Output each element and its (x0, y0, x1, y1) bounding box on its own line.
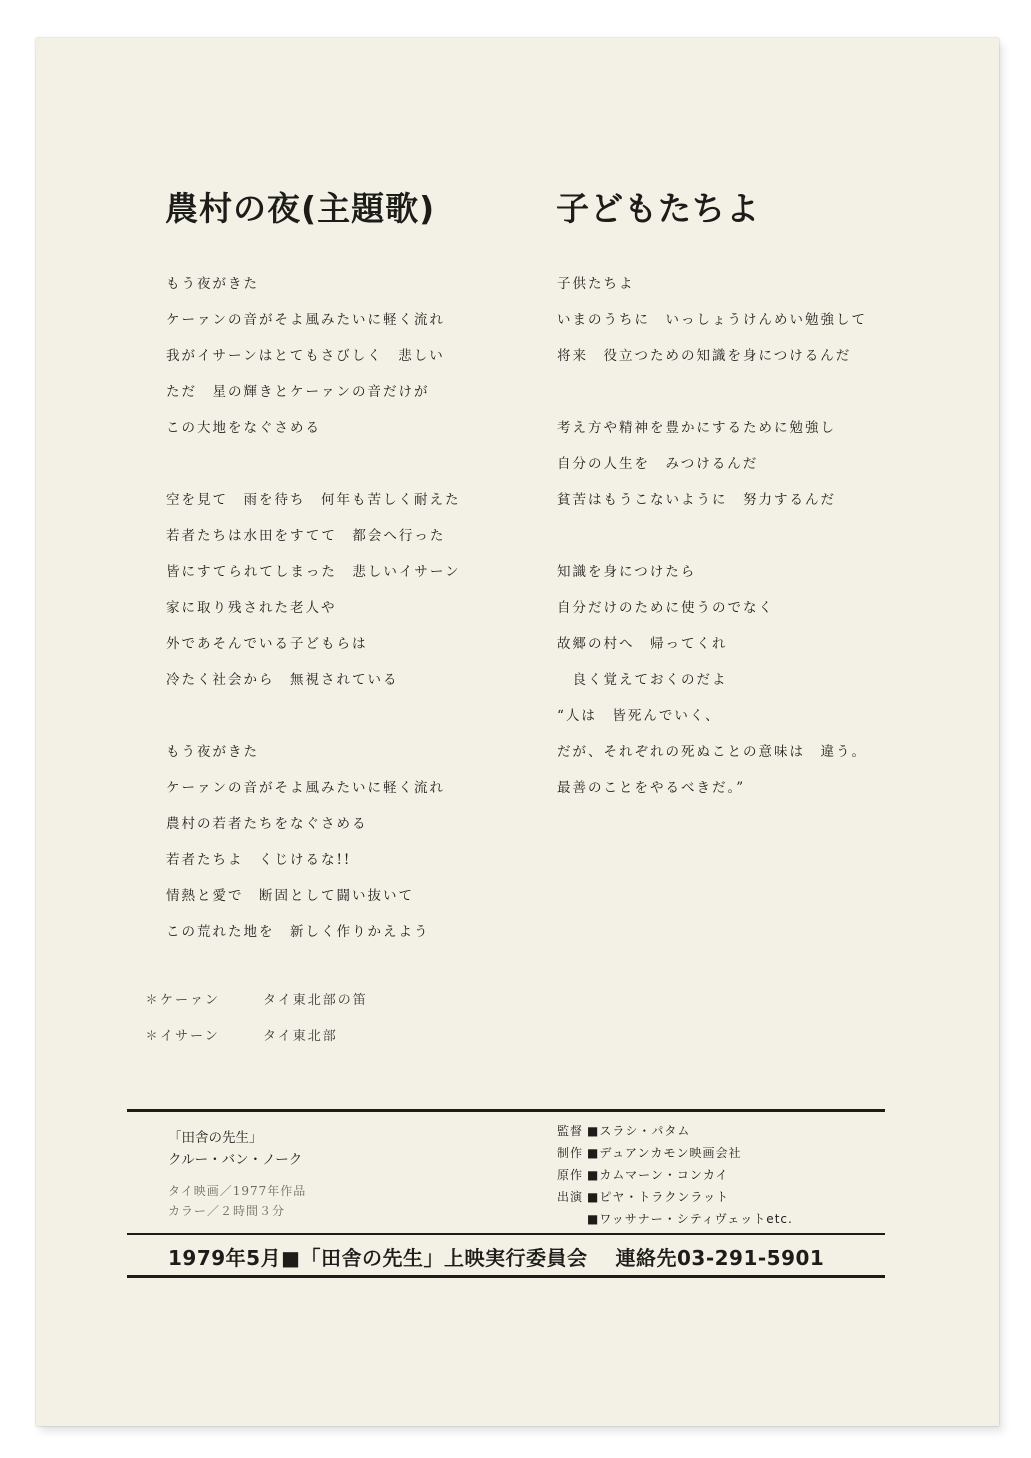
lyric-line: 貧苦はもうこないように 努力するんだ (557, 492, 836, 508)
film-title-thai: クルー・バン・ノーク (168, 1152, 303, 1168)
lyric-line: 外であそんでいる子どもらは (166, 636, 368, 652)
credit-name: デュアンカモン映画会社 (599, 1146, 742, 1160)
lyric-line: 若者たちは水田をすてて 都会へ行った (166, 528, 446, 544)
stanza-gap (166, 446, 461, 482)
lyric-line: 空を見て 雨を待ち 何年も苦しく耐えた (166, 492, 461, 508)
lyric-line: “人は 皆死んでいく、 (557, 708, 721, 724)
lyric-line: 家に取り残された老人や (166, 600, 337, 616)
lyric-line: もう夜がきた (166, 744, 259, 760)
lyric-line: 自分の人生を みつけるんだ (557, 456, 759, 472)
screening-committee: 1979年5月■「田舎の先生」上映実行委員会 (168, 1246, 588, 1270)
lyric-line: 知識を身につけたら (557, 564, 697, 580)
footer-bottom-rule (127, 1275, 885, 1278)
credit-role: 監督 (557, 1124, 584, 1138)
lyric-line: 故郷の村へ 帰ってくれ (557, 636, 728, 652)
credit-name: カムマーン・コンカイ (599, 1168, 729, 1182)
square-bullet-icon: ■ (587, 1124, 600, 1138)
contact-phone: 連絡先03-291-5901 (615, 1246, 825, 1270)
film-format: カラー／２時間３分 (168, 1204, 286, 1218)
screening-footer (168, 1242, 824, 1271)
lyric-line: 最善のことをやるべきだ。” (557, 780, 746, 796)
lyric-line: 子供たちよ (557, 276, 635, 292)
note-item (145, 990, 368, 1026)
song-title-children: 子どもたちよ (556, 189, 760, 228)
note-term: ✽ケーァン (145, 993, 221, 1008)
credit-row (557, 1120, 793, 1142)
lyric-line: ケーァンの音がそよ風みたいに軽く流れ (166, 780, 445, 796)
film-credits (557, 1120, 793, 1230)
square-bullet-icon: ■ (587, 1212, 600, 1226)
footer-top-rule (127, 1233, 885, 1235)
credit-row (557, 1208, 793, 1230)
film-info (168, 1126, 306, 1219)
song-title-rural-night: 農村の夜(主題歌) (165, 189, 436, 228)
lyric-line: 冷たく社会から 無視されている (166, 672, 399, 688)
credit-name: ワッサナー・シティヴェットetc. (599, 1212, 793, 1226)
note-desc: タイ東北部の笛 (263, 993, 368, 1008)
glossary-notes (145, 990, 368, 1062)
lyric-line: 自分だけのために使うのでなく (557, 600, 774, 616)
square-bullet-icon: ■ (587, 1146, 600, 1160)
lyrics-rural-night (166, 266, 461, 950)
lyric-line: 考え方や精神を豊かにするために勉強し (557, 420, 836, 436)
lyric-line: この大地をなぐさめる (166, 420, 321, 436)
credit-role: 制作 (557, 1146, 584, 1160)
top-rule (127, 1109, 885, 1112)
credit-row (557, 1142, 793, 1164)
note-desc: タイ東北部 (263, 1029, 338, 1044)
lyric-line: 皆にすてられてしまった 悲しいイサーン (166, 564, 461, 580)
lyric-line: もう夜がきた (166, 276, 259, 292)
credit-role: 出演 (557, 1190, 584, 1204)
film-title: 「田舎の先生」 (168, 1130, 263, 1146)
lyric-line: ケーァンの音がそよ風みたいに軽く流れ (166, 312, 445, 328)
lyrics-children (557, 266, 867, 806)
lyric-line: いまのうちに いっしょうけんめい勉強して (557, 312, 867, 328)
note-term: ✽イサーン (145, 1029, 220, 1044)
note-item (145, 1026, 368, 1062)
lyric-line: 農村の若者たちをなぐさめる (166, 816, 368, 832)
credit-name: スラシ・パタム (599, 1124, 691, 1138)
stanza-gap (557, 374, 867, 410)
lyric-line: この荒れた地を 新しく作りかえよう (166, 924, 430, 940)
lyric-line: 情熱と愛で 断固として闘い抜いて (166, 888, 414, 904)
credit-name: ピヤ・トラクンラット (599, 1190, 730, 1204)
square-bullet-icon: ■ (587, 1168, 600, 1182)
credit-row (557, 1164, 793, 1186)
lyric-line: 良く覚えておくのだよ (557, 672, 728, 688)
film-origin: タイ映画／1977年作品 (168, 1184, 307, 1198)
stanza-gap (557, 518, 867, 554)
stanza-gap (166, 698, 461, 734)
lyric-line: だが、それぞれの死ぬことの意味は 違う。 (557, 744, 867, 760)
lyric-line: 若者たちよ くじけるな!! (166, 852, 352, 868)
lyric-line: 将来 役立つための知識を身につけるんだ (557, 348, 852, 364)
credit-row (557, 1186, 793, 1208)
lyric-line: ただ 星の輝きとケーァンの音だけが (166, 384, 430, 400)
lyric-line: 我がイサーンはとてもさびしく 悲しい (166, 348, 445, 364)
credit-role: 原作 (557, 1168, 584, 1182)
square-bullet-icon: ■ (587, 1190, 600, 1204)
